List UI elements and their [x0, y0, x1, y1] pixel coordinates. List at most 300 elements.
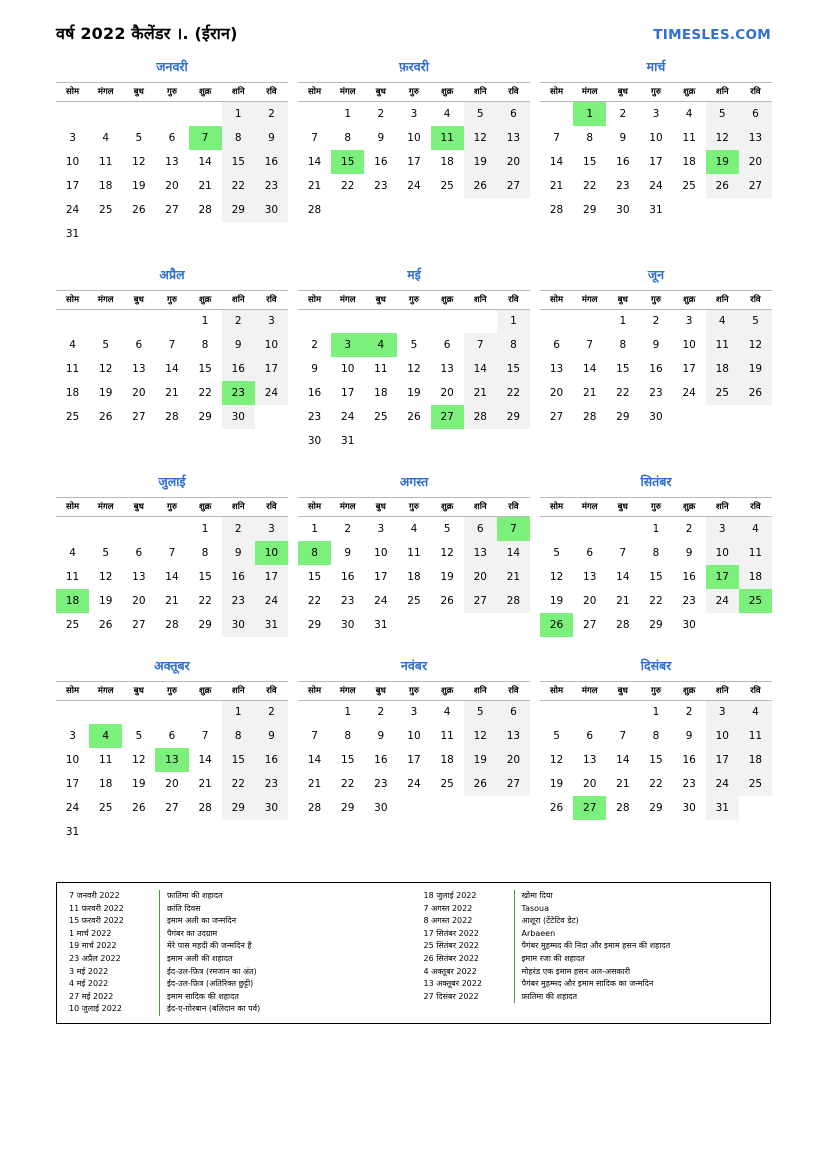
day-cell[interactable]: 22	[616, 387, 630, 399]
day-cell[interactable]: 22	[222, 772, 255, 796]
day-cell[interactable]: 19	[99, 387, 113, 399]
day-cell[interactable]: 15	[341, 754, 355, 766]
day-cell[interactable]: 14	[165, 363, 179, 375]
day-cell[interactable]: 5	[443, 522, 451, 535]
day-cell[interactable]: 29	[616, 411, 630, 423]
day-cell[interactable]: 21	[307, 179, 322, 192]
day-cell-holiday[interactable]: 1	[573, 102, 606, 126]
day-cell[interactable]: 16	[374, 754, 388, 766]
day-cell[interactable]: 7	[311, 730, 318, 742]
day-cell[interactable]: 17	[407, 155, 421, 168]
day-cell[interactable]: 16	[307, 387, 322, 399]
day-cell[interactable]: 21	[198, 179, 212, 192]
day-cell[interactable]: 9	[377, 730, 385, 742]
day-cell[interactable]: 12	[407, 363, 421, 375]
day-cell-holiday[interactable]: 4	[89, 724, 122, 748]
day-cell[interactable]: 2	[255, 700, 288, 724]
day-cell[interactable]: 14	[198, 754, 212, 766]
day-cell[interactable]: 4	[410, 522, 418, 535]
day-cell[interactable]: 4	[69, 546, 76, 559]
day-cell[interactable]: 4	[739, 517, 772, 541]
day-cell[interactable]: 25	[65, 618, 80, 631]
day-cell[interactable]: 20	[739, 150, 772, 174]
day-cell[interactable]: 24	[407, 179, 421, 192]
day-cell[interactable]: 16	[616, 155, 630, 168]
day-cell-holiday[interactable]: 15	[331, 150, 364, 174]
day-cell[interactable]: 17	[255, 357, 288, 381]
day-cell[interactable]: 13	[165, 155, 179, 168]
day-cell[interactable]: 25	[706, 381, 739, 405]
day-cell[interactable]: 2	[685, 522, 693, 535]
day-cell[interactable]: 21	[497, 565, 530, 589]
day-cell[interactable]: 1	[201, 522, 209, 535]
day-cell[interactable]: 20	[165, 179, 179, 192]
day-cell[interactable]: 26	[739, 381, 772, 405]
day-cell[interactable]: 8	[201, 339, 209, 351]
day-cell[interactable]: 15	[198, 363, 212, 375]
day-cell[interactable]: 6	[497, 102, 530, 126]
day-cell[interactable]: 31	[255, 613, 288, 637]
day-cell[interactable]: 10	[65, 155, 80, 168]
day-cell[interactable]: 29	[222, 796, 255, 820]
day-cell[interactable]: 7	[619, 730, 627, 742]
day-cell[interactable]: 1	[344, 706, 352, 719]
day-cell[interactable]: 19	[549, 594, 564, 607]
day-cell[interactable]: 16	[682, 754, 696, 766]
day-cell[interactable]: 10	[706, 724, 739, 748]
day-cell[interactable]: 13	[583, 754, 597, 766]
day-cell[interactable]: 30	[307, 435, 322, 447]
day-cell[interactable]: 13	[464, 541, 497, 565]
day-cell[interactable]: 24	[374, 594, 388, 607]
day-cell[interactable]: 12	[706, 126, 739, 150]
day-cell[interactable]: 1	[344, 107, 352, 120]
day-cell[interactable]: 14	[583, 363, 597, 375]
day-cell[interactable]: 1	[311, 522, 318, 535]
day-cell-holiday[interactable]: 27	[573, 796, 606, 820]
day-cell[interactable]: 14	[616, 754, 630, 766]
day-cell[interactable]: 17	[649, 155, 663, 168]
day-cell[interactable]: 19	[407, 387, 421, 399]
day-cell[interactable]: 8	[497, 333, 530, 357]
day-cell[interactable]: 3	[69, 730, 76, 742]
day-cell[interactable]: 19	[464, 748, 497, 772]
day-cell[interactable]: 6	[135, 339, 143, 351]
day-cell[interactable]: 30	[341, 618, 355, 631]
day-cell[interactable]: 2	[377, 107, 385, 120]
day-cell[interactable]: 5	[706, 102, 739, 126]
day-cell[interactable]: 31	[65, 826, 80, 838]
day-cell[interactable]: 11	[65, 570, 80, 583]
day-cell[interactable]: 26	[99, 618, 113, 631]
day-cell[interactable]: 13	[440, 363, 454, 375]
day-cell[interactable]: 28	[549, 203, 564, 216]
day-cell[interactable]: 11	[99, 155, 113, 168]
day-cell[interactable]: 1	[222, 700, 255, 724]
day-cell[interactable]: 18	[407, 570, 421, 583]
day-cell[interactable]: 28	[464, 405, 497, 429]
day-cell[interactable]: 22	[198, 387, 212, 399]
day-cell[interactable]: 4	[706, 309, 739, 333]
day-cell-holiday[interactable]: 4	[364, 333, 397, 357]
day-cell[interactable]: 1	[652, 522, 660, 535]
day-cell[interactable]: 12	[440, 546, 454, 559]
day-cell[interactable]: 15	[583, 155, 597, 168]
day-cell[interactable]: 18	[739, 748, 772, 772]
day-cell[interactable]: 27	[497, 174, 530, 198]
day-cell[interactable]: 17	[706, 748, 739, 772]
day-cell[interactable]: 20	[464, 565, 497, 589]
day-cell[interactable]: 9	[344, 546, 352, 559]
day-cell[interactable]: 5	[739, 309, 772, 333]
day-cell[interactable]: 8	[222, 126, 255, 150]
day-cell[interactable]: 23	[682, 778, 696, 790]
day-cell[interactable]: 6	[135, 546, 143, 559]
day-cell[interactable]: 7	[201, 730, 209, 742]
day-cell[interactable]: 24	[341, 411, 355, 423]
day-cell[interactable]: 17	[407, 754, 421, 766]
day-cell[interactable]: 21	[165, 387, 179, 399]
day-cell[interactable]: 3	[255, 517, 288, 541]
day-cell[interactable]: 22	[307, 594, 322, 607]
day-cell[interactable]: 17	[374, 570, 388, 583]
day-cell[interactable]: 1	[497, 309, 530, 333]
day-cell[interactable]: 23	[616, 179, 630, 192]
day-cell[interactable]: 15	[198, 570, 212, 583]
day-cell[interactable]: 18	[682, 155, 696, 168]
day-cell[interactable]: 8	[222, 724, 255, 748]
day-cell[interactable]: 26	[706, 174, 739, 198]
day-cell[interactable]: 7	[311, 131, 318, 144]
day-cell[interactable]: 12	[549, 754, 564, 766]
day-cell[interactable]: 14	[307, 754, 322, 766]
day-cell[interactable]: 4	[443, 706, 451, 719]
day-cell[interactable]: 5	[102, 339, 110, 351]
day-cell-holiday[interactable]: 13	[155, 748, 188, 772]
day-cell[interactable]: 11	[706, 333, 739, 357]
day-cell[interactable]: 19	[549, 778, 564, 790]
day-cell[interactable]: 27	[497, 772, 530, 796]
day-cell[interactable]: 11	[739, 724, 772, 748]
day-cell[interactable]: 12	[464, 126, 497, 150]
day-cell[interactable]: 9	[222, 333, 255, 357]
day-cell[interactable]: 7	[619, 546, 627, 559]
day-cell[interactable]: 27	[165, 203, 179, 216]
day-cell[interactable]: 9	[619, 131, 627, 144]
day-cell[interactable]: 25	[739, 772, 772, 796]
day-cell[interactable]: 6	[497, 700, 530, 724]
day-cell[interactable]: 29	[307, 618, 322, 631]
day-cell[interactable]: 10	[341, 363, 355, 375]
day-cell[interactable]: 22	[649, 778, 663, 790]
day-cell[interactable]: 11	[407, 546, 421, 559]
day-cell[interactable]: 24	[65, 802, 80, 814]
day-cell[interactable]: 24	[682, 387, 696, 399]
day-cell[interactable]: 3	[652, 107, 660, 120]
day-cell[interactable]: 24	[255, 589, 288, 613]
day-cell[interactable]: 9	[652, 339, 660, 351]
day-cell[interactable]: 20	[497, 150, 530, 174]
day-cell[interactable]: 28	[165, 618, 179, 631]
day-cell[interactable]: 15	[616, 363, 630, 375]
day-cell[interactable]: 22	[222, 174, 255, 198]
day-cell[interactable]: 30	[649, 411, 663, 423]
day-cell[interactable]: 9	[311, 363, 318, 375]
day-cell[interactable]: 15	[649, 754, 663, 766]
day-cell[interactable]: 3	[255, 309, 288, 333]
day-cell[interactable]: 7	[168, 546, 176, 559]
day-cell[interactable]: 17	[65, 778, 80, 790]
day-cell[interactable]: 10	[407, 131, 421, 144]
day-cell[interactable]: 21	[464, 381, 497, 405]
day-cell[interactable]: 29	[341, 802, 355, 814]
day-cell-holiday[interactable]: 25	[739, 589, 772, 613]
day-cell[interactable]: 26	[132, 802, 146, 814]
day-cell[interactable]: 28	[307, 802, 322, 814]
day-cell[interactable]: 20	[549, 387, 564, 399]
day-cell[interactable]: 27	[549, 411, 564, 423]
day-cell[interactable]: 31	[65, 227, 80, 240]
day-cell[interactable]: 4	[69, 339, 76, 351]
day-cell[interactable]: 17	[341, 387, 355, 399]
day-cell[interactable]: 16	[222, 357, 255, 381]
day-cell[interactable]: 6	[586, 546, 594, 559]
day-cell[interactable]: 28	[307, 203, 322, 216]
day-cell[interactable]: 2	[344, 522, 352, 535]
day-cell[interactable]: 11	[65, 363, 80, 375]
day-cell[interactable]: 30	[616, 203, 630, 216]
day-cell[interactable]: 10	[682, 339, 696, 351]
day-cell[interactable]: 13	[549, 363, 564, 375]
day-cell[interactable]: 5	[102, 546, 110, 559]
day-cell[interactable]: 12	[739, 333, 772, 357]
day-cell[interactable]: 27	[583, 618, 597, 631]
day-cell[interactable]: 16	[682, 570, 696, 583]
day-cell[interactable]: 4	[102, 131, 110, 144]
day-cell[interactable]: 11	[374, 363, 388, 375]
day-cell[interactable]: 10	[374, 546, 388, 559]
day-cell[interactable]: 11	[440, 730, 454, 742]
day-cell[interactable]: 27	[165, 802, 179, 814]
day-cell[interactable]: 17	[65, 179, 80, 192]
day-cell[interactable]: 9	[685, 730, 693, 742]
day-cell[interactable]: 22	[341, 778, 355, 790]
day-cell[interactable]: 20	[132, 594, 146, 607]
day-cell[interactable]: 23	[374, 778, 388, 790]
day-cell[interactable]: 4	[685, 107, 693, 120]
day-cell[interactable]: 29	[583, 203, 597, 216]
day-cell[interactable]: 19	[132, 179, 146, 192]
day-cell[interactable]: 3	[685, 315, 693, 328]
day-cell[interactable]: 14	[307, 155, 322, 168]
day-cell[interactable]: 31	[649, 203, 663, 216]
day-cell[interactable]: 24	[255, 381, 288, 405]
day-cell[interactable]: 2	[377, 706, 385, 719]
day-cell[interactable]: 14	[497, 541, 530, 565]
day-cell-holiday[interactable]: 19	[706, 150, 739, 174]
day-cell[interactable]: 23	[374, 179, 388, 192]
day-cell[interactable]: 27	[132, 618, 146, 631]
day-cell[interactable]: 25	[440, 778, 454, 790]
day-cell[interactable]: 29	[649, 802, 663, 814]
day-cell[interactable]: 13	[497, 724, 530, 748]
day-cell[interactable]: 7	[553, 131, 560, 144]
brand-link[interactable]: TIMESLES.COM	[653, 27, 771, 43]
day-cell[interactable]: 25	[682, 179, 696, 192]
day-cell[interactable]: 13	[497, 126, 530, 150]
day-cell-holiday[interactable]: 18	[56, 589, 89, 613]
day-cell[interactable]: 12	[132, 155, 146, 168]
day-cell[interactable]: 23	[255, 772, 288, 796]
day-cell[interactable]: 15	[497, 357, 530, 381]
day-cell[interactable]: 18	[739, 565, 772, 589]
day-cell[interactable]: 15	[649, 570, 663, 583]
day-cell[interactable]: 7	[586, 339, 594, 351]
day-cell[interactable]: 18	[440, 155, 454, 168]
day-cell-holiday[interactable]: 7	[189, 126, 222, 150]
day-cell[interactable]: 10	[649, 131, 663, 144]
day-cell[interactable]: 28	[198, 203, 212, 216]
day-cell[interactable]: 30	[374, 802, 388, 814]
day-cell[interactable]: 21	[165, 594, 179, 607]
day-cell[interactable]: 21	[307, 778, 322, 790]
day-cell[interactable]: 25	[440, 179, 454, 192]
day-cell[interactable]: 6	[168, 131, 176, 144]
day-cell[interactable]: 26	[464, 772, 497, 796]
day-cell[interactable]: 19	[99, 594, 113, 607]
day-cell[interactable]: 2	[222, 309, 255, 333]
day-cell[interactable]: 3	[410, 107, 418, 120]
day-cell[interactable]: 12	[99, 570, 113, 583]
day-cell[interactable]: 4	[739, 700, 772, 724]
day-cell[interactable]: 5	[410, 339, 418, 351]
day-cell[interactable]: 29	[198, 411, 212, 423]
day-cell[interactable]: 22	[198, 594, 212, 607]
day-cell[interactable]: 24	[649, 179, 663, 192]
day-cell[interactable]: 17	[255, 565, 288, 589]
day-cell[interactable]: 15	[307, 570, 322, 583]
day-cell[interactable]: 18	[99, 179, 113, 192]
day-cell[interactable]: 26	[440, 594, 454, 607]
day-cell[interactable]: 13	[132, 363, 146, 375]
day-cell[interactable]: 21	[198, 778, 212, 790]
day-cell[interactable]: 8	[619, 339, 627, 351]
day-cell[interactable]: 5	[553, 730, 560, 742]
day-cell[interactable]: 26	[99, 411, 113, 423]
day-cell[interactable]: 21	[583, 387, 597, 399]
day-cell[interactable]: 30	[222, 613, 255, 637]
day-cell[interactable]: 23	[222, 589, 255, 613]
day-cell[interactable]: 13	[583, 570, 597, 583]
day-cell-holiday[interactable]: 10	[255, 541, 288, 565]
day-cell[interactable]: 11	[682, 131, 696, 144]
day-cell[interactable]: 19	[464, 150, 497, 174]
day-cell-holiday[interactable]: 26	[540, 613, 573, 637]
day-cell[interactable]: 27	[464, 589, 497, 613]
day-cell[interactable]: 20	[132, 387, 146, 399]
day-cell[interactable]: 26	[549, 802, 564, 814]
day-cell[interactable]: 31	[374, 618, 388, 631]
day-cell[interactable]: 26	[464, 174, 497, 198]
day-cell[interactable]: 3	[706, 700, 739, 724]
day-cell[interactable]: 4	[443, 107, 451, 120]
day-cell[interactable]: 6	[553, 339, 560, 351]
day-cell[interactable]: 31	[341, 435, 355, 447]
day-cell[interactable]: 14	[549, 155, 564, 168]
day-cell[interactable]: 20	[497, 748, 530, 772]
day-cell[interactable]: 30	[255, 796, 288, 820]
day-cell[interactable]: 16	[341, 570, 355, 583]
day-cell[interactable]: 29	[198, 618, 212, 631]
day-cell[interactable]: 14	[464, 357, 497, 381]
day-cell[interactable]: 12	[549, 570, 564, 583]
day-cell[interactable]: 2	[311, 339, 318, 351]
day-cell[interactable]: 20	[165, 778, 179, 790]
day-cell[interactable]: 20	[440, 387, 454, 399]
day-cell[interactable]: 27	[739, 174, 772, 198]
day-cell[interactable]: 23	[307, 411, 322, 423]
day-cell[interactable]: 28	[165, 411, 179, 423]
day-cell[interactable]: 8	[344, 730, 352, 742]
day-cell[interactable]: 21	[616, 594, 630, 607]
day-cell[interactable]: 10	[65, 754, 80, 766]
day-cell[interactable]: 30	[682, 802, 696, 814]
day-cell[interactable]: 2	[619, 107, 627, 120]
day-cell[interactable]: 9	[377, 131, 385, 144]
day-cell[interactable]: 7	[464, 333, 497, 357]
day-cell[interactable]: 18	[440, 754, 454, 766]
day-cell-holiday[interactable]: 7	[497, 517, 530, 541]
day-cell[interactable]: 21	[549, 179, 564, 192]
day-cell[interactable]: 29	[497, 405, 530, 429]
day-cell[interactable]: 8	[344, 131, 352, 144]
day-cell-holiday[interactable]: 3	[331, 333, 364, 357]
day-cell[interactable]: 3	[410, 706, 418, 719]
day-cell[interactable]: 12	[464, 724, 497, 748]
day-cell[interactable]: 23	[255, 174, 288, 198]
day-cell[interactable]: 19	[132, 778, 146, 790]
day-cell[interactable]: 27	[132, 411, 146, 423]
day-cell[interactable]: 26	[407, 411, 421, 423]
day-cell[interactable]: 18	[65, 387, 80, 399]
day-cell[interactable]: 5	[464, 700, 497, 724]
day-cell[interactable]: 23	[649, 387, 663, 399]
day-cell[interactable]: 31	[706, 796, 739, 820]
day-cell[interactable]: 10	[706, 541, 739, 565]
day-cell[interactable]: 19	[739, 357, 772, 381]
day-cell[interactable]: 9	[222, 541, 255, 565]
day-cell[interactable]: 25	[407, 594, 421, 607]
day-cell-holiday[interactable]: 11	[431, 126, 464, 150]
day-cell[interactable]: 3	[69, 131, 76, 144]
day-cell[interactable]: 22	[497, 381, 530, 405]
day-cell[interactable]: 2	[685, 706, 693, 719]
day-cell[interactable]: 24	[65, 203, 80, 216]
day-cell-holiday[interactable]: 17	[706, 565, 739, 589]
day-cell[interactable]: 8	[652, 730, 660, 742]
day-cell[interactable]: 17	[682, 363, 696, 375]
day-cell[interactable]: 6	[586, 730, 594, 742]
day-cell[interactable]: 5	[553, 546, 560, 559]
day-cell[interactable]: 1	[619, 315, 627, 328]
day-cell-holiday[interactable]: 27	[431, 405, 464, 429]
day-cell[interactable]: 26	[132, 203, 146, 216]
day-cell[interactable]: 1	[222, 102, 255, 126]
day-cell[interactable]: 16	[374, 155, 388, 168]
day-cell[interactable]: 30	[682, 618, 696, 631]
day-cell[interactable]: 30	[255, 198, 288, 222]
day-cell[interactable]: 25	[99, 203, 113, 216]
